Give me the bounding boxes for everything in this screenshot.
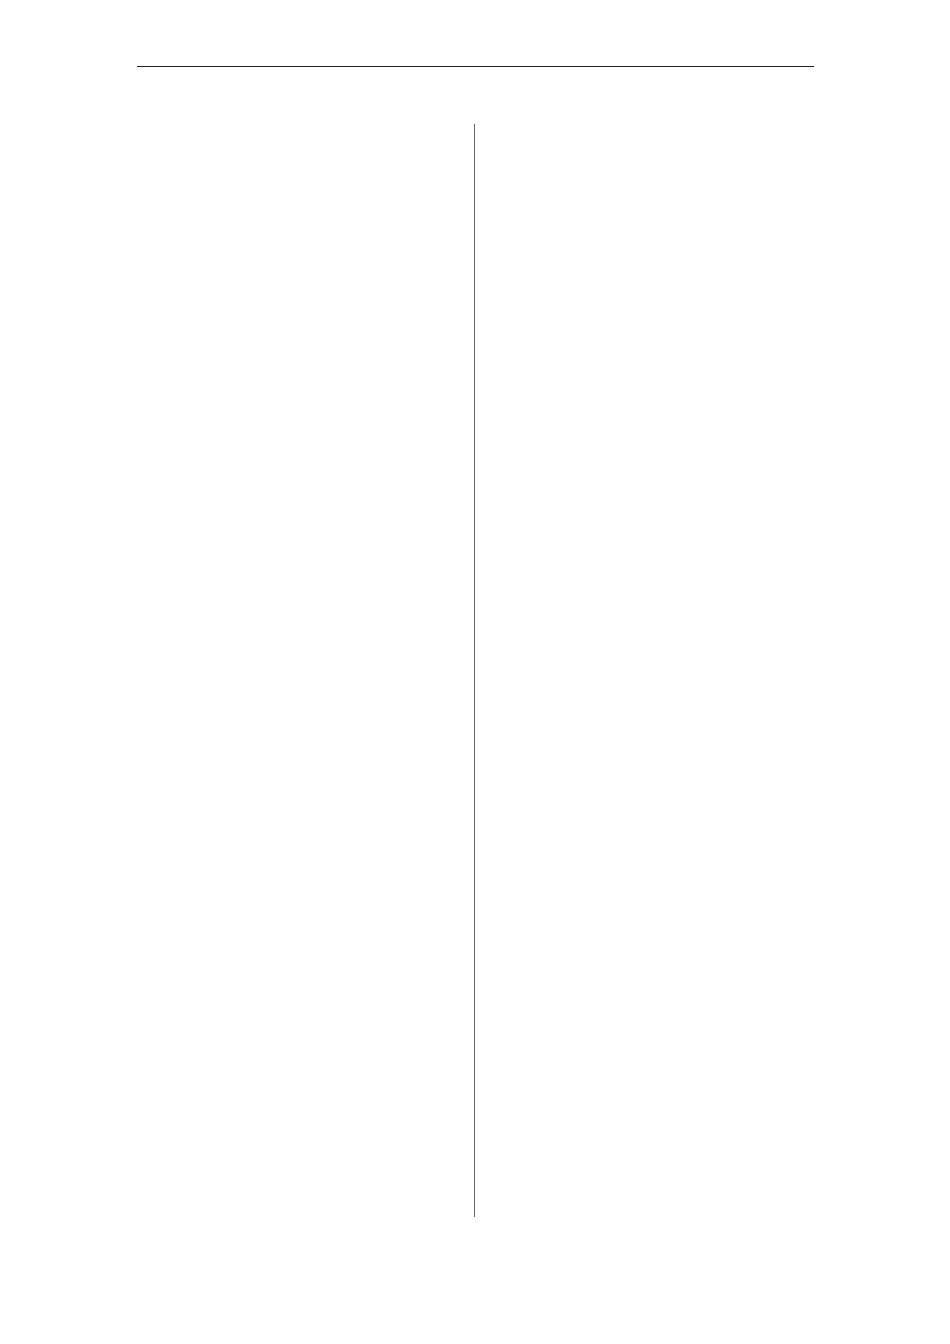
- column-divider: [474, 124, 475, 1217]
- page-header: [137, 64, 814, 67]
